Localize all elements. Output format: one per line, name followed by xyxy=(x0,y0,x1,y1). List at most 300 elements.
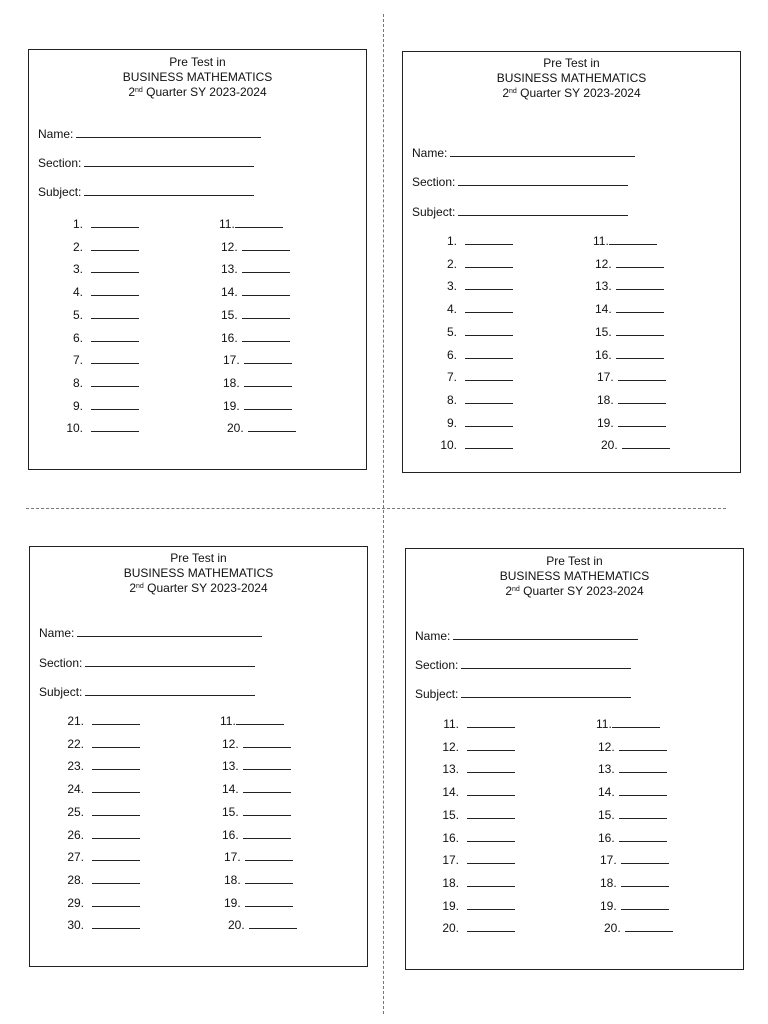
item-number: 30. xyxy=(67,918,84,933)
item-number: 17. xyxy=(223,353,240,368)
header-quarter-line xyxy=(30,581,367,596)
answer-blank[interactable] xyxy=(619,807,667,819)
answer-row xyxy=(597,392,666,406)
answer-row xyxy=(435,369,513,383)
item-number: 1. xyxy=(446,234,457,248)
quarter-ordinal-suffix: nd xyxy=(509,88,517,95)
answer-blank[interactable] xyxy=(91,261,139,273)
quarter-school-year: Quarter SY 2023-2024 xyxy=(142,85,267,99)
item-number: 8. xyxy=(72,375,83,390)
answer-row xyxy=(598,784,667,798)
item-number: 2. xyxy=(72,239,83,254)
sheet-header xyxy=(403,56,740,101)
answer-row xyxy=(435,256,513,270)
answer-row xyxy=(598,761,667,775)
answer-blank[interactable] xyxy=(616,256,664,268)
answer-blank[interactable] xyxy=(625,920,673,932)
answer-row xyxy=(598,739,667,753)
quarter-school-year: Quarter SY 2023-2024 xyxy=(516,86,641,100)
section-field xyxy=(38,155,254,170)
answer-row xyxy=(221,284,290,298)
answer-blank[interactable] xyxy=(467,920,515,932)
quarter-ordinal: 2 xyxy=(505,584,512,598)
answer-row xyxy=(224,849,293,863)
answer-row xyxy=(62,736,140,750)
item-number: 19. xyxy=(597,415,614,430)
item-number: 24. xyxy=(67,782,84,797)
name-label: Name: xyxy=(415,629,451,643)
answer-blank[interactable] xyxy=(465,347,513,359)
item-number: 14. xyxy=(595,302,612,317)
subject-input-line[interactable] xyxy=(84,184,254,196)
item-number: 14. xyxy=(442,785,459,800)
answer-blank[interactable] xyxy=(92,758,140,770)
answer-row xyxy=(435,324,513,338)
name-input-line[interactable] xyxy=(450,145,635,157)
answer-blank[interactable] xyxy=(467,784,515,796)
item-number: 18. xyxy=(223,375,240,390)
answer-blank[interactable] xyxy=(465,278,513,290)
answer-blank[interactable] xyxy=(91,216,139,228)
section-input-line[interactable] xyxy=(461,657,631,669)
section-label: Section: xyxy=(38,156,82,170)
header-subject-line: BUSINESS MATHEMATICS xyxy=(496,71,647,85)
answer-blank[interactable] xyxy=(248,420,296,432)
item-number: 10. xyxy=(440,438,457,453)
item-number: 15. xyxy=(221,307,238,322)
subject-label: Subject: xyxy=(39,685,83,699)
answer-row xyxy=(227,420,296,434)
answer-blank[interactable] xyxy=(92,872,140,884)
answer-blank[interactable] xyxy=(243,781,291,793)
answer-blank[interactable] xyxy=(465,415,513,427)
answer-row xyxy=(600,875,669,889)
answer-blank[interactable] xyxy=(242,284,290,296)
sheet-header xyxy=(30,551,367,596)
answer-blank[interactable] xyxy=(465,437,513,449)
sheet-header xyxy=(406,554,743,599)
name-input-line[interactable] xyxy=(76,126,261,138)
answer-blank[interactable] xyxy=(91,375,139,387)
item-number: 12. xyxy=(221,239,238,254)
item-number: 4. xyxy=(72,285,83,300)
answer-row xyxy=(224,872,293,886)
item-number: 10. xyxy=(66,421,83,436)
answer-row xyxy=(61,330,139,344)
answer-row xyxy=(437,761,515,775)
answer-row xyxy=(62,895,140,909)
answer-row xyxy=(597,415,666,429)
answer-row xyxy=(600,852,669,866)
section-label: Section: xyxy=(39,656,83,670)
answer-blank[interactable] xyxy=(242,307,290,319)
item-number: 16. xyxy=(598,830,615,845)
answer-row xyxy=(221,307,290,321)
item-number: 9. xyxy=(446,415,457,430)
answer-blank[interactable] xyxy=(244,398,292,410)
item-number: 20. xyxy=(604,921,621,936)
answer-row xyxy=(62,758,140,772)
item-number: 18. xyxy=(600,875,617,890)
item-number: 18. xyxy=(224,872,241,887)
answer-blank[interactable] xyxy=(616,324,664,336)
header-quarter-line xyxy=(403,86,740,101)
item-number: 8. xyxy=(446,392,457,407)
subject-input-line[interactable] xyxy=(458,204,628,216)
item-number: 13. xyxy=(598,762,615,777)
subject-field xyxy=(38,184,254,199)
quarter-ordinal-suffix: nd xyxy=(135,87,143,94)
answer-row xyxy=(224,895,293,909)
answer-row xyxy=(601,437,670,451)
item-number: 5. xyxy=(72,307,83,322)
answer-blank[interactable] xyxy=(236,713,284,725)
item-number: 12. xyxy=(595,256,612,271)
item-number: 18. xyxy=(442,875,459,890)
answer-row xyxy=(437,875,515,889)
answer-row xyxy=(435,301,513,315)
answer-blank[interactable] xyxy=(91,239,139,251)
name-field xyxy=(415,628,638,643)
item-number: 20. xyxy=(601,438,618,453)
answer-blank[interactable] xyxy=(467,716,515,728)
subject-field xyxy=(415,686,631,701)
item-number: 17. xyxy=(442,853,459,868)
answer-sheet-card xyxy=(28,49,367,470)
item-number: 14. xyxy=(598,785,615,800)
answer-sheet-card xyxy=(29,546,368,967)
answer-blank[interactable] xyxy=(619,784,667,796)
answer-row xyxy=(595,278,664,292)
answer-row xyxy=(595,301,664,315)
answer-row xyxy=(62,713,140,727)
answer-row xyxy=(437,920,515,934)
answer-blank[interactable] xyxy=(618,392,666,404)
header-title-line: Pre Test in xyxy=(170,551,227,565)
item-number: 1. xyxy=(72,217,83,231)
answer-blank[interactable] xyxy=(465,324,513,336)
answer-blank[interactable] xyxy=(621,852,669,864)
answer-blank[interactable] xyxy=(249,917,297,929)
header-quarter-line xyxy=(406,584,743,599)
item-number: 3. xyxy=(446,279,457,294)
quarter-ordinal-suffix: nd xyxy=(512,586,520,593)
horizontal-cut-line xyxy=(26,508,726,509)
header-title-line: Pre Test in xyxy=(169,55,226,69)
item-number: 26. xyxy=(67,827,84,842)
answer-row xyxy=(61,307,139,321)
answer-blank[interactable] xyxy=(245,872,293,884)
answer-blank[interactable] xyxy=(618,369,666,381)
answer-row xyxy=(604,920,673,934)
subject-field xyxy=(412,204,628,219)
section-input-line[interactable] xyxy=(84,155,254,167)
header-title-line: Pre Test in xyxy=(543,56,600,70)
answer-blank[interactable] xyxy=(91,352,139,364)
answer-row xyxy=(437,739,515,753)
answer-blank[interactable] xyxy=(616,301,664,313)
subject-input-line[interactable] xyxy=(461,686,631,698)
item-number: 13. xyxy=(442,762,459,777)
answer-row xyxy=(221,330,290,344)
section-field xyxy=(412,174,628,189)
answer-row xyxy=(435,437,513,451)
answer-row xyxy=(62,781,140,795)
subject-field xyxy=(39,684,255,699)
item-number: 13. xyxy=(221,262,238,277)
section-label: Section: xyxy=(415,658,459,672)
item-number: 11. xyxy=(593,234,609,248)
item-number: 3. xyxy=(72,262,83,277)
sheet-header xyxy=(29,55,366,100)
subject-label: Subject: xyxy=(38,185,82,199)
answer-blank[interactable] xyxy=(622,437,670,449)
vertical-cut-line xyxy=(383,14,384,1014)
answer-blank[interactable] xyxy=(621,875,669,887)
item-number: 16. xyxy=(442,830,459,845)
header-quarter-line xyxy=(29,85,366,100)
answer-blank[interactable] xyxy=(92,781,140,793)
item-number: 20. xyxy=(227,421,244,436)
answer-row xyxy=(595,324,664,338)
answer-blank[interactable] xyxy=(91,330,139,342)
item-number: 5. xyxy=(446,324,457,339)
item-number: 17. xyxy=(597,370,614,385)
item-number: 13. xyxy=(222,759,239,774)
name-input-line[interactable] xyxy=(453,628,638,640)
header-subject-line: BUSINESS MATHEMATICS xyxy=(122,70,273,84)
section-label: Section: xyxy=(412,175,456,189)
answer-row xyxy=(223,375,292,389)
answer-blank[interactable] xyxy=(467,898,515,910)
answer-blank[interactable] xyxy=(244,352,292,364)
answer-blank[interactable] xyxy=(91,307,139,319)
answer-row xyxy=(596,716,660,730)
item-number: 19. xyxy=(442,898,459,913)
item-number: 4. xyxy=(446,302,457,317)
answer-row xyxy=(593,233,657,247)
answer-row xyxy=(222,736,291,750)
answer-row xyxy=(595,256,664,270)
answer-row xyxy=(62,804,140,818)
answer-blank[interactable] xyxy=(467,830,515,842)
answer-blank[interactable] xyxy=(244,375,292,387)
name-label: Name: xyxy=(38,127,74,141)
answer-blank[interactable] xyxy=(243,758,291,770)
answer-blank[interactable] xyxy=(467,739,515,751)
answer-blank[interactable] xyxy=(245,895,293,907)
quarter-school-year: Quarter SY 2023-2024 xyxy=(143,581,268,595)
quarter-ordinal: 2 xyxy=(129,581,136,595)
answer-row xyxy=(437,716,515,730)
answer-blank[interactable] xyxy=(616,278,664,290)
answer-blank[interactable] xyxy=(619,739,667,751)
item-number: 12. xyxy=(598,739,615,754)
item-number: 9. xyxy=(72,398,83,413)
item-number: 6. xyxy=(72,330,83,345)
item-number: 12. xyxy=(442,739,459,754)
answer-row xyxy=(61,284,139,298)
answer-blank[interactable] xyxy=(92,713,140,725)
item-number: 6. xyxy=(446,347,457,362)
answer-row xyxy=(435,278,513,292)
answer-row xyxy=(228,917,297,931)
answer-blank[interactable] xyxy=(618,415,666,427)
name-field xyxy=(38,126,261,141)
answer-row xyxy=(220,713,284,727)
header-subject-line: BUSINESS MATHEMATICS xyxy=(499,569,650,583)
answer-blank[interactable] xyxy=(467,875,515,887)
answer-blank[interactable] xyxy=(91,284,139,296)
item-number: 17. xyxy=(224,850,241,865)
answer-row xyxy=(435,392,513,406)
item-number: 16. xyxy=(595,347,612,362)
answer-blank[interactable] xyxy=(465,256,513,268)
item-number: 25. xyxy=(67,804,84,819)
quarter-ordinal: 2 xyxy=(128,85,135,99)
answer-blank[interactable] xyxy=(245,849,293,861)
answer-row xyxy=(61,261,139,275)
answer-row xyxy=(219,216,283,230)
item-number: 16. xyxy=(221,330,238,345)
item-number: 13. xyxy=(595,279,612,294)
answer-blank[interactable] xyxy=(465,369,513,381)
answer-sheet-card xyxy=(402,51,741,473)
answer-row xyxy=(61,398,139,412)
item-number: 21. xyxy=(67,714,84,728)
answer-row xyxy=(437,807,515,821)
answer-row xyxy=(435,347,513,361)
answer-blank[interactable] xyxy=(619,830,667,842)
answer-blank[interactable] xyxy=(619,761,667,773)
item-number: 22. xyxy=(67,736,84,751)
answer-row xyxy=(437,852,515,866)
subject-label: Subject: xyxy=(415,687,459,701)
answer-row xyxy=(437,784,515,798)
quarter-school-year: Quarter SY 2023-2024 xyxy=(519,584,644,598)
answer-blank[interactable] xyxy=(242,239,290,251)
answer-blank[interactable] xyxy=(91,398,139,410)
answer-row xyxy=(597,369,666,383)
section-field xyxy=(415,657,631,672)
answer-row xyxy=(221,239,290,253)
item-number: 19. xyxy=(224,895,241,910)
item-number: 2. xyxy=(446,256,457,271)
answer-row xyxy=(61,375,139,389)
answer-row xyxy=(437,830,515,844)
answer-sheet-card xyxy=(405,548,744,970)
item-number: 29. xyxy=(67,895,84,910)
answer-row xyxy=(222,804,291,818)
item-number: 14. xyxy=(221,285,238,300)
answer-blank[interactable] xyxy=(92,804,140,816)
answer-blank[interactable] xyxy=(467,761,515,773)
answer-row xyxy=(221,261,290,275)
answer-row xyxy=(223,352,292,366)
item-number: 12. xyxy=(222,736,239,751)
answer-row xyxy=(435,233,513,247)
item-number: 11. xyxy=(220,714,236,728)
answer-blank[interactable] xyxy=(465,392,513,404)
name-field xyxy=(39,625,262,640)
answer-blank[interactable] xyxy=(243,736,291,748)
answer-blank[interactable] xyxy=(92,736,140,748)
header-subject-line: BUSINESS MATHEMATICS xyxy=(123,566,274,580)
section-field xyxy=(39,655,255,670)
name-label: Name: xyxy=(412,146,448,160)
answer-blank[interactable] xyxy=(92,849,140,861)
answer-row xyxy=(222,781,291,795)
answer-row xyxy=(61,216,139,230)
item-number: 16. xyxy=(222,827,239,842)
item-number: 7. xyxy=(72,353,83,368)
item-number: 14. xyxy=(222,782,239,797)
name-field xyxy=(412,145,635,160)
answer-row xyxy=(62,872,140,886)
answer-blank[interactable] xyxy=(467,852,515,864)
answer-blank[interactable] xyxy=(621,898,669,910)
answer-row xyxy=(62,849,140,863)
item-number: 19. xyxy=(600,898,617,913)
answer-blank[interactable] xyxy=(465,233,513,245)
answer-blank[interactable] xyxy=(612,716,660,728)
answer-row xyxy=(62,827,140,841)
name-input-line[interactable] xyxy=(77,625,262,637)
answer-blank[interactable] xyxy=(616,347,664,359)
answer-row xyxy=(61,420,139,434)
answer-row xyxy=(223,398,292,412)
answer-blank[interactable] xyxy=(92,827,140,839)
section-input-line[interactable] xyxy=(458,174,628,186)
answer-blank[interactable] xyxy=(243,804,291,816)
item-number: 15. xyxy=(222,804,239,819)
answer-blank[interactable] xyxy=(467,807,515,819)
answer-blank[interactable] xyxy=(235,216,283,228)
subject-input-line[interactable] xyxy=(85,684,255,696)
item-number: 27. xyxy=(67,850,84,865)
item-number: 20. xyxy=(442,921,459,936)
quarter-ordinal: 2 xyxy=(502,86,509,100)
header-title-line: Pre Test in xyxy=(546,554,603,568)
item-number: 15. xyxy=(595,324,612,339)
answer-blank[interactable] xyxy=(92,917,140,929)
item-number: 18. xyxy=(597,392,614,407)
answer-blank[interactable] xyxy=(609,233,657,245)
answer-blank[interactable] xyxy=(243,827,291,839)
answer-row xyxy=(435,415,513,429)
answer-row xyxy=(600,898,669,912)
answer-row xyxy=(222,758,291,772)
item-number: 17. xyxy=(600,853,617,868)
answer-blank[interactable] xyxy=(92,895,140,907)
item-number: 11. xyxy=(219,217,235,231)
item-number: 15. xyxy=(598,807,615,822)
section-input-line[interactable] xyxy=(85,655,255,667)
answer-row xyxy=(222,827,291,841)
answer-row xyxy=(61,352,139,366)
item-number: 7. xyxy=(446,370,457,385)
answer-blank[interactable] xyxy=(242,261,290,273)
item-number: 19. xyxy=(223,398,240,413)
item-number: 28. xyxy=(67,872,84,887)
answer-blank[interactable] xyxy=(91,420,139,432)
answer-blank[interactable] xyxy=(242,330,290,342)
answer-row xyxy=(437,898,515,912)
item-number: 11. xyxy=(596,717,612,731)
answer-row xyxy=(62,917,140,931)
answer-blank[interactable] xyxy=(465,301,513,313)
name-label: Name: xyxy=(39,626,75,640)
